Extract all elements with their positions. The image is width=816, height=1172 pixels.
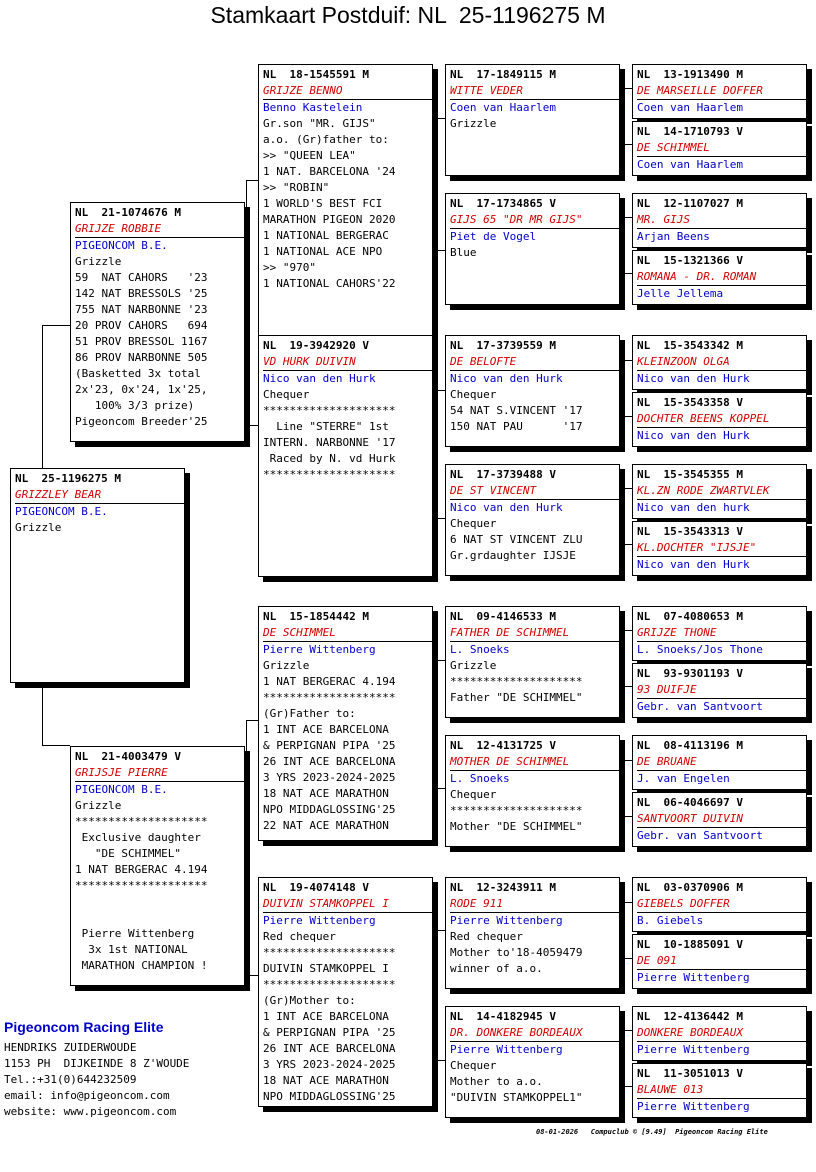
pigeon-name: GIJS 65 "DR MR GIJS" — [450, 212, 619, 229]
owner-name: Nico van den Hurk — [637, 558, 750, 571]
info-line: >> "970" — [263, 261, 316, 274]
pigeon-name: MR. GIJS — [637, 212, 806, 229]
ring-number: NL 25-1196275 M — [15, 472, 121, 485]
ring-number: NL 15-3545355 M — [637, 468, 743, 481]
connector-line — [437, 930, 445, 931]
info-line: 1 NAT BERGERAC 4.194 — [263, 675, 396, 688]
info-line: Chequer — [450, 388, 497, 401]
info-line: ******************** — [450, 804, 583, 817]
owner-name: Nico van den Hurk — [637, 429, 750, 442]
ring-number: NL 17-3739559 M — [450, 339, 556, 352]
pigeon-name: DE 091 — [637, 953, 806, 970]
connector-line — [624, 686, 632, 687]
connector-line — [624, 816, 632, 817]
pigeon-card-fm[interactable] — [258, 335, 433, 577]
info-line: Gr.son "MR. GIJS" — [263, 117, 376, 130]
connector-line — [624, 488, 625, 544]
pigeon-name: DONKERE BORDEAUX — [637, 1025, 806, 1042]
footer-website: website: www.pigeoncom.com — [4, 1105, 177, 1118]
ring-number: NL 17-3739488 V — [450, 468, 556, 481]
connector-line — [624, 958, 632, 959]
connector-line — [624, 630, 632, 631]
info-line: NPO MIDDAGLOSSING'25 — [263, 803, 396, 816]
pigeon-name: DE BRUANE — [637, 754, 806, 771]
ring-number: NL 07-4080653 M — [637, 610, 743, 623]
pigeon-card-fff[interactable] — [445, 64, 620, 176]
info-line: Chequer — [450, 517, 497, 530]
owner-name: Nico van den Hurk — [263, 372, 376, 385]
ring-number: NL 93-9301193 V — [637, 667, 743, 680]
info-line: 1 NAT BERGERAC 4.194 — [75, 863, 208, 876]
info-line: 6 NAT ST VINCENT ZLU — [450, 533, 583, 546]
info-line: 20 PROV CAHORS 694 — [75, 319, 208, 332]
pigeon-name: GRIJSJE PIERRE — [75, 765, 244, 782]
info-line: Grizzle — [75, 799, 122, 812]
owner-name: B. Giebels — [637, 914, 704, 927]
ring-number: NL 13-1913490 M — [637, 68, 743, 81]
owner-name: Arjan Beens — [637, 230, 710, 243]
connector-line — [437, 930, 438, 1060]
info-line: >> "ROBIN" — [263, 181, 330, 194]
ring-number: NL 12-4131725 V — [450, 739, 556, 752]
info-line: 59 NAT CAHORS '23 — [75, 271, 208, 284]
ring-number: NL 10-1885091 V — [637, 938, 743, 951]
pigeon-name: WITTE VEDER — [450, 83, 619, 100]
ring-number: NL 17-1734865 V — [450, 197, 556, 210]
ring-number: NL 09-4146533 M — [450, 610, 556, 623]
info-line: 22 NAT ACE MARATHON — [263, 819, 389, 832]
pigeon-card-mmmm[interactable] — [632, 1063, 807, 1118]
info-line: 142 NAT BRESSOLS '25 — [75, 287, 208, 300]
connector-line — [437, 660, 438, 788]
info-line: 18 NAT ACE MARATHON — [263, 1074, 389, 1087]
owner-name: Nico van den Hurk — [450, 372, 563, 385]
info-line: Chequer — [263, 388, 310, 401]
connector-line — [624, 1030, 625, 1086]
info-line: Grizzle — [75, 255, 122, 268]
info-line: Gr.grdaughter IJSJE — [450, 549, 576, 562]
pigeon-card-fmff[interactable] — [632, 335, 807, 390]
info-line: (Gr)Father to: — [263, 707, 356, 720]
connector-line — [624, 488, 632, 489]
print-stamp: 08-01-2026 Compuclub © [9.49] Pigeoncom Racing Elite — [536, 1128, 768, 1136]
info-line: 54 NAT S.VINCENT '17 — [450, 404, 583, 417]
info-line: Raced by N. vd Hurk — [263, 452, 396, 465]
footer-address-line: 1153 PH DIJKEINDE 8 Z'WOUDE — [4, 1057, 190, 1070]
info-line: NPO MIDDAGLOSSING'25 — [263, 1090, 396, 1103]
pigeon-name: GRIJZE THONE — [637, 625, 806, 642]
breeder-brand: Pigeoncom Racing Elite — [4, 1019, 164, 1035]
info-line: Mother "DE SCHIMMEL" — [450, 820, 583, 833]
owner-name: Pierre Wittenberg — [263, 914, 376, 927]
pigeon-card-mmm[interactable] — [445, 1006, 620, 1118]
connector-line — [624, 760, 625, 816]
pigeon-name: MOTHER DE SCHIMMEL — [450, 754, 619, 771]
info-line: Mother to'18-4059479 — [450, 946, 583, 959]
pigeon-card-fmm[interactable] — [445, 464, 620, 576]
info-line: & PERPIGNAN PIPA '25 — [263, 739, 396, 752]
info-line: Father "DE SCHIMMEL" — [450, 691, 583, 704]
info-line: Mother to a.o. — [450, 1075, 543, 1088]
owner-name: L. Snoeks — [450, 643, 510, 656]
connector-line — [246, 180, 258, 181]
info-line: Pierre Wittenberg — [75, 927, 195, 940]
info-line: 1 INT ACE BARCELONA — [263, 1010, 389, 1023]
pigeon-card-ffm[interactable] — [445, 193, 620, 305]
connector-line — [246, 720, 247, 975]
owner-name: Pierre Wittenberg — [450, 1043, 563, 1056]
info-line: Pigeoncom Breeder'25 — [75, 415, 208, 428]
pigeon-name: DE MARSEILLE DOFFER — [637, 83, 806, 100]
connector-line — [624, 544, 632, 545]
info-line: 2x'23, 0x'24, 1x'25, — [75, 383, 208, 396]
ring-number: NL 17-1849115 M — [450, 68, 556, 81]
owner-name: Coen van Haarlem — [450, 101, 556, 114]
info-line: (Basketted 3x total — [75, 367, 201, 380]
owner-name: L. Snoeks/Jos Thone — [637, 643, 763, 656]
pigeon-card-fmfm[interactable] — [632, 392, 807, 447]
pigeon-name: GRIZZLEY BEAR — [15, 487, 184, 504]
ring-number: NL 12-3243911 M — [450, 881, 556, 894]
connector-line — [246, 180, 247, 425]
pigeon-card-fmmf[interactable] — [632, 464, 807, 519]
connector-line — [624, 360, 632, 361]
owner-name: Gebr. van Santvoort — [637, 700, 763, 713]
connector-line — [42, 325, 70, 326]
connector-line — [437, 1060, 445, 1061]
ring-number: NL 03-0370906 M — [637, 881, 743, 894]
owner-name: Coen van Haarlem — [637, 101, 743, 114]
pigeon-card-fffm[interactable] — [632, 121, 807, 176]
info-line — [75, 894, 241, 910]
info-line: 755 NAT NARBONNE '23 — [75, 303, 208, 316]
info-line: 26 INT ACE BARCELONA — [263, 755, 396, 768]
pigeon-name: DE ST VINCENT — [450, 483, 619, 500]
pigeon-card-fmmm[interactable] — [632, 521, 807, 576]
info-line: 1 NATIONAL ACE NPO — [263, 245, 383, 258]
info-line: ******************** — [263, 404, 396, 417]
pigeon-name: DUIVIN STAMKOPPEL I — [263, 896, 432, 913]
pigeon-name: DE BELOFTE — [450, 354, 619, 371]
connector-line — [437, 390, 438, 518]
page-title: Stamkaart Postduif: NL 25-1196275 M — [210, 2, 606, 28]
connector-line — [624, 630, 625, 686]
ring-number: NL 15-3543342 M — [637, 339, 743, 352]
pigeon-name: GRIJZE ROBBIE — [75, 221, 244, 238]
info-line: Chequer — [450, 788, 497, 801]
pigeon-card-mffm[interactable] — [632, 663, 807, 718]
info-line: ******************** — [263, 691, 396, 704]
info-line: ******************** — [450, 675, 583, 688]
info-line: Grizzle — [450, 659, 497, 672]
connector-line — [437, 518, 445, 519]
info-line: Red chequer — [450, 930, 523, 943]
connector-line — [624, 88, 632, 89]
pigeon-card-father[interactable] — [70, 202, 245, 442]
info-line: MARATHON PIGEON 2020 — [263, 213, 396, 226]
info-line: ******************** — [263, 946, 396, 959]
connector-line — [246, 425, 258, 426]
ring-number: NL 12-1107027 M — [637, 197, 743, 210]
owner-name: Pierre Wittenberg — [450, 914, 563, 927]
pigeon-name: DE SCHIMMEL — [637, 140, 806, 157]
footer-address-line: HENDRIKS ZUIDERWOUDE — [4, 1041, 137, 1054]
pigeon-name: RODE 911 — [450, 896, 619, 913]
pigeon-card-mmff[interactable] — [632, 877, 807, 932]
connector-line — [437, 660, 445, 661]
info-line: 51 PROV BRESSOL 1167 — [75, 335, 208, 348]
owner-name: Pierre Wittenberg — [637, 1043, 750, 1056]
pigeon-card-mm[interactable] — [258, 877, 433, 1107]
pigeon-card-mother[interactable] — [70, 746, 245, 986]
owner-name: L. Snoeks — [450, 772, 510, 785]
connector-line — [624, 1030, 632, 1031]
breeder-footer — [4, 1017, 189, 1120]
pigeon-name: DR. DONKERE BORDEAUX — [450, 1025, 619, 1042]
info-line: INTERN. NARBONNE '17 — [263, 436, 396, 449]
pigeon-name: KL.DOCHTER "IJSJE" — [637, 540, 806, 557]
ring-number: NL 19-3942920 V — [263, 339, 369, 352]
connector-line — [624, 416, 632, 417]
pigeon-name: GRIJZE BENNO — [263, 83, 432, 100]
info-line: Red chequer — [263, 930, 336, 943]
pigeon-name: DOCHTER BEENS KOPPEL — [637, 411, 806, 428]
info-line: Chequer — [450, 1059, 497, 1072]
connector-line — [624, 360, 625, 416]
info-line: DUIVIN STAMKOPPEL I — [263, 962, 389, 975]
footer-email: email: info@pigeoncom.com — [4, 1089, 170, 1102]
pigeon-name: 93 DUIFJE — [637, 682, 806, 699]
pigeon-card-mfmm[interactable] — [632, 792, 807, 847]
info-line: 150 NAT PAU '17 — [450, 420, 583, 433]
connector-line — [437, 118, 445, 119]
info-line: Grizzle — [450, 117, 497, 130]
info-line: 18 NAT ACE MARATHON — [263, 787, 389, 800]
footer-phone: Tel.:+31(0)644232509 — [4, 1073, 137, 1086]
pigeon-name: DE SCHIMMEL — [263, 625, 432, 642]
pigeon-card-mfff[interactable] — [632, 606, 807, 661]
ring-number: NL 12-4136442 M — [637, 1010, 743, 1023]
info-line: 26 INT ACE BARCELONA — [263, 1042, 396, 1055]
info-line: 1 INT ACE BARCELONA — [263, 723, 389, 736]
owner-name: Pierre Wittenberg — [637, 971, 750, 984]
info-line: 3x 1st NATIONAL — [75, 943, 188, 956]
info-line: 86 PROV NARBONNE 505 — [75, 351, 208, 364]
connector-line — [42, 745, 70, 746]
ring-number: NL 15-3543358 V — [637, 396, 743, 409]
pigeon-name: BLAUWE 013 — [637, 1082, 806, 1099]
info-line: ******************** — [75, 879, 208, 892]
owner-name: Piet de Vogel — [450, 230, 537, 243]
connector-line — [246, 975, 258, 976]
pigeon-name: ROMANA - DR. ROMAN — [637, 269, 806, 286]
connector-line — [624, 217, 632, 218]
info-line: "DUIVIN STAMKOPPEL1" — [450, 1091, 583, 1104]
owner-name: Nico van den Hurk — [450, 501, 563, 514]
ring-number: NL 14-4182945 V — [450, 1010, 556, 1023]
info-line: Blue — [450, 246, 477, 259]
pigeon-card-mf[interactable] — [258, 606, 433, 841]
info-line: & PERPIGNAN PIPA '25 — [263, 1026, 396, 1039]
info-line: Line "STERRE" 1st — [263, 420, 389, 433]
connector-line — [624, 144, 632, 145]
owner-name: Nico van den hurk — [637, 501, 750, 514]
ring-number: NL 14-1710793 V — [637, 125, 743, 138]
owner-name: J. van Engelen — [637, 772, 730, 785]
info-line: 1 WORLD'S BEST FCI — [263, 197, 383, 210]
pigeon-card-mmfm[interactable] — [632, 934, 807, 989]
ring-number: NL 15-1854442 M — [263, 610, 369, 623]
info-line: MARATHON CHAMPION ! — [75, 959, 208, 972]
connector-line — [624, 273, 632, 274]
pigeon-card-ffmf[interactable] — [632, 193, 807, 248]
pigeon-name: GIEBELS DOFFER — [637, 896, 806, 913]
info-line: 1 NATIONAL CAHORS'22 — [263, 277, 396, 290]
ring-number: NL 15-1321366 V — [637, 254, 743, 267]
info-line: ******************** — [263, 978, 396, 991]
ring-number: NL 18-1545591 M — [263, 68, 369, 81]
owner-name: Benno Kastelein — [263, 101, 363, 114]
ring-number: NL 19-4074148 V — [263, 881, 369, 894]
info-line: >> "QUEEN LEA" — [263, 149, 356, 162]
connector-line — [624, 760, 632, 761]
pigeon-card-ffff[interactable] — [632, 64, 807, 119]
owner-name: PIGEONCOM B.E. — [15, 505, 108, 518]
info-line: "DE SCHIMMEL" — [75, 847, 181, 860]
info-line: 1 NAT. BARCELONA '24 — [263, 165, 396, 178]
owner-name: Pierre Wittenberg — [263, 643, 376, 656]
connector-line — [437, 390, 445, 391]
info-line: Exclusive daughter — [75, 831, 201, 844]
pigeon-card-mmf[interactable] — [445, 877, 620, 989]
owner-name: Coen van Haarlem — [637, 158, 743, 171]
pigeon-card-ffmm[interactable] — [632, 250, 807, 305]
info-line: 1 NATIONAL BERGERAC — [263, 229, 389, 242]
info-line: ******************** — [75, 815, 208, 828]
pigeon-name: FATHER DE SCHIMMEL — [450, 625, 619, 642]
owner-name: Jelle Jellema — [637, 287, 724, 300]
pigeon-card-mff[interactable] — [445, 606, 620, 718]
connector-line — [246, 720, 258, 721]
connector-line — [624, 217, 625, 273]
ring-number: NL 11-3051013 V — [637, 1067, 743, 1080]
connector-line — [624, 88, 625, 144]
owner-name: Nico van den Hurk — [637, 372, 750, 385]
pigeon-card-mfm[interactable] — [445, 735, 620, 847]
ring-number: NL 08-4113196 M — [637, 739, 743, 752]
info-line: Grizzle — [15, 521, 62, 534]
info-line: winner of a.o. — [450, 962, 543, 975]
pigeon-name: KLEINZOON OLGA — [637, 354, 806, 371]
pigeon-card-fmf[interactable] — [445, 335, 620, 447]
info-line: a.o. (Gr)father to: — [263, 133, 389, 146]
info-line: 100% 3/3 prize) — [75, 399, 195, 412]
ring-number: NL 06-4046697 V — [637, 796, 743, 809]
connector-line — [624, 1086, 632, 1087]
info-line: ******************** — [263, 468, 396, 481]
connector-line — [437, 250, 445, 251]
connector-line — [437, 788, 445, 789]
pigeon-card-subject[interactable] — [10, 468, 185, 683]
ring-number: NL 21-1074676 M — [75, 206, 181, 219]
info-line — [75, 910, 241, 926]
info-line: Grizzle — [263, 659, 310, 672]
pigeon-name: SANTVOORT DUIVIN — [637, 811, 806, 828]
ring-number: NL 15-3543313 V — [637, 525, 743, 538]
info-line: 3 YRS 2023-2024-2025 — [263, 771, 396, 784]
info-line: 3 YRS 2023-2024-2025 — [263, 1058, 396, 1071]
owner-name: PIGEONCOM B.E. — [75, 239, 168, 252]
ring-number: NL 21-4003479 V — [75, 750, 181, 763]
pigeon-card-mmmf[interactable] — [632, 1006, 807, 1061]
pigeon-name: VD HURK DUIVIN — [263, 354, 432, 371]
connector-line — [624, 902, 625, 958]
pigeon-name: KL.ZN RODE ZWARTVLEK — [637, 483, 806, 500]
pigeon-card-mfmf[interactable] — [632, 735, 807, 790]
owner-name: Pierre Wittenberg — [637, 1100, 750, 1113]
owner-name: Gebr. van Santvoort — [637, 829, 763, 842]
info-line: (Gr)Mother to: — [263, 994, 356, 1007]
connector-line — [437, 118, 438, 250]
connector-line — [624, 902, 632, 903]
owner-name: PIGEONCOM B.E. — [75, 783, 168, 796]
